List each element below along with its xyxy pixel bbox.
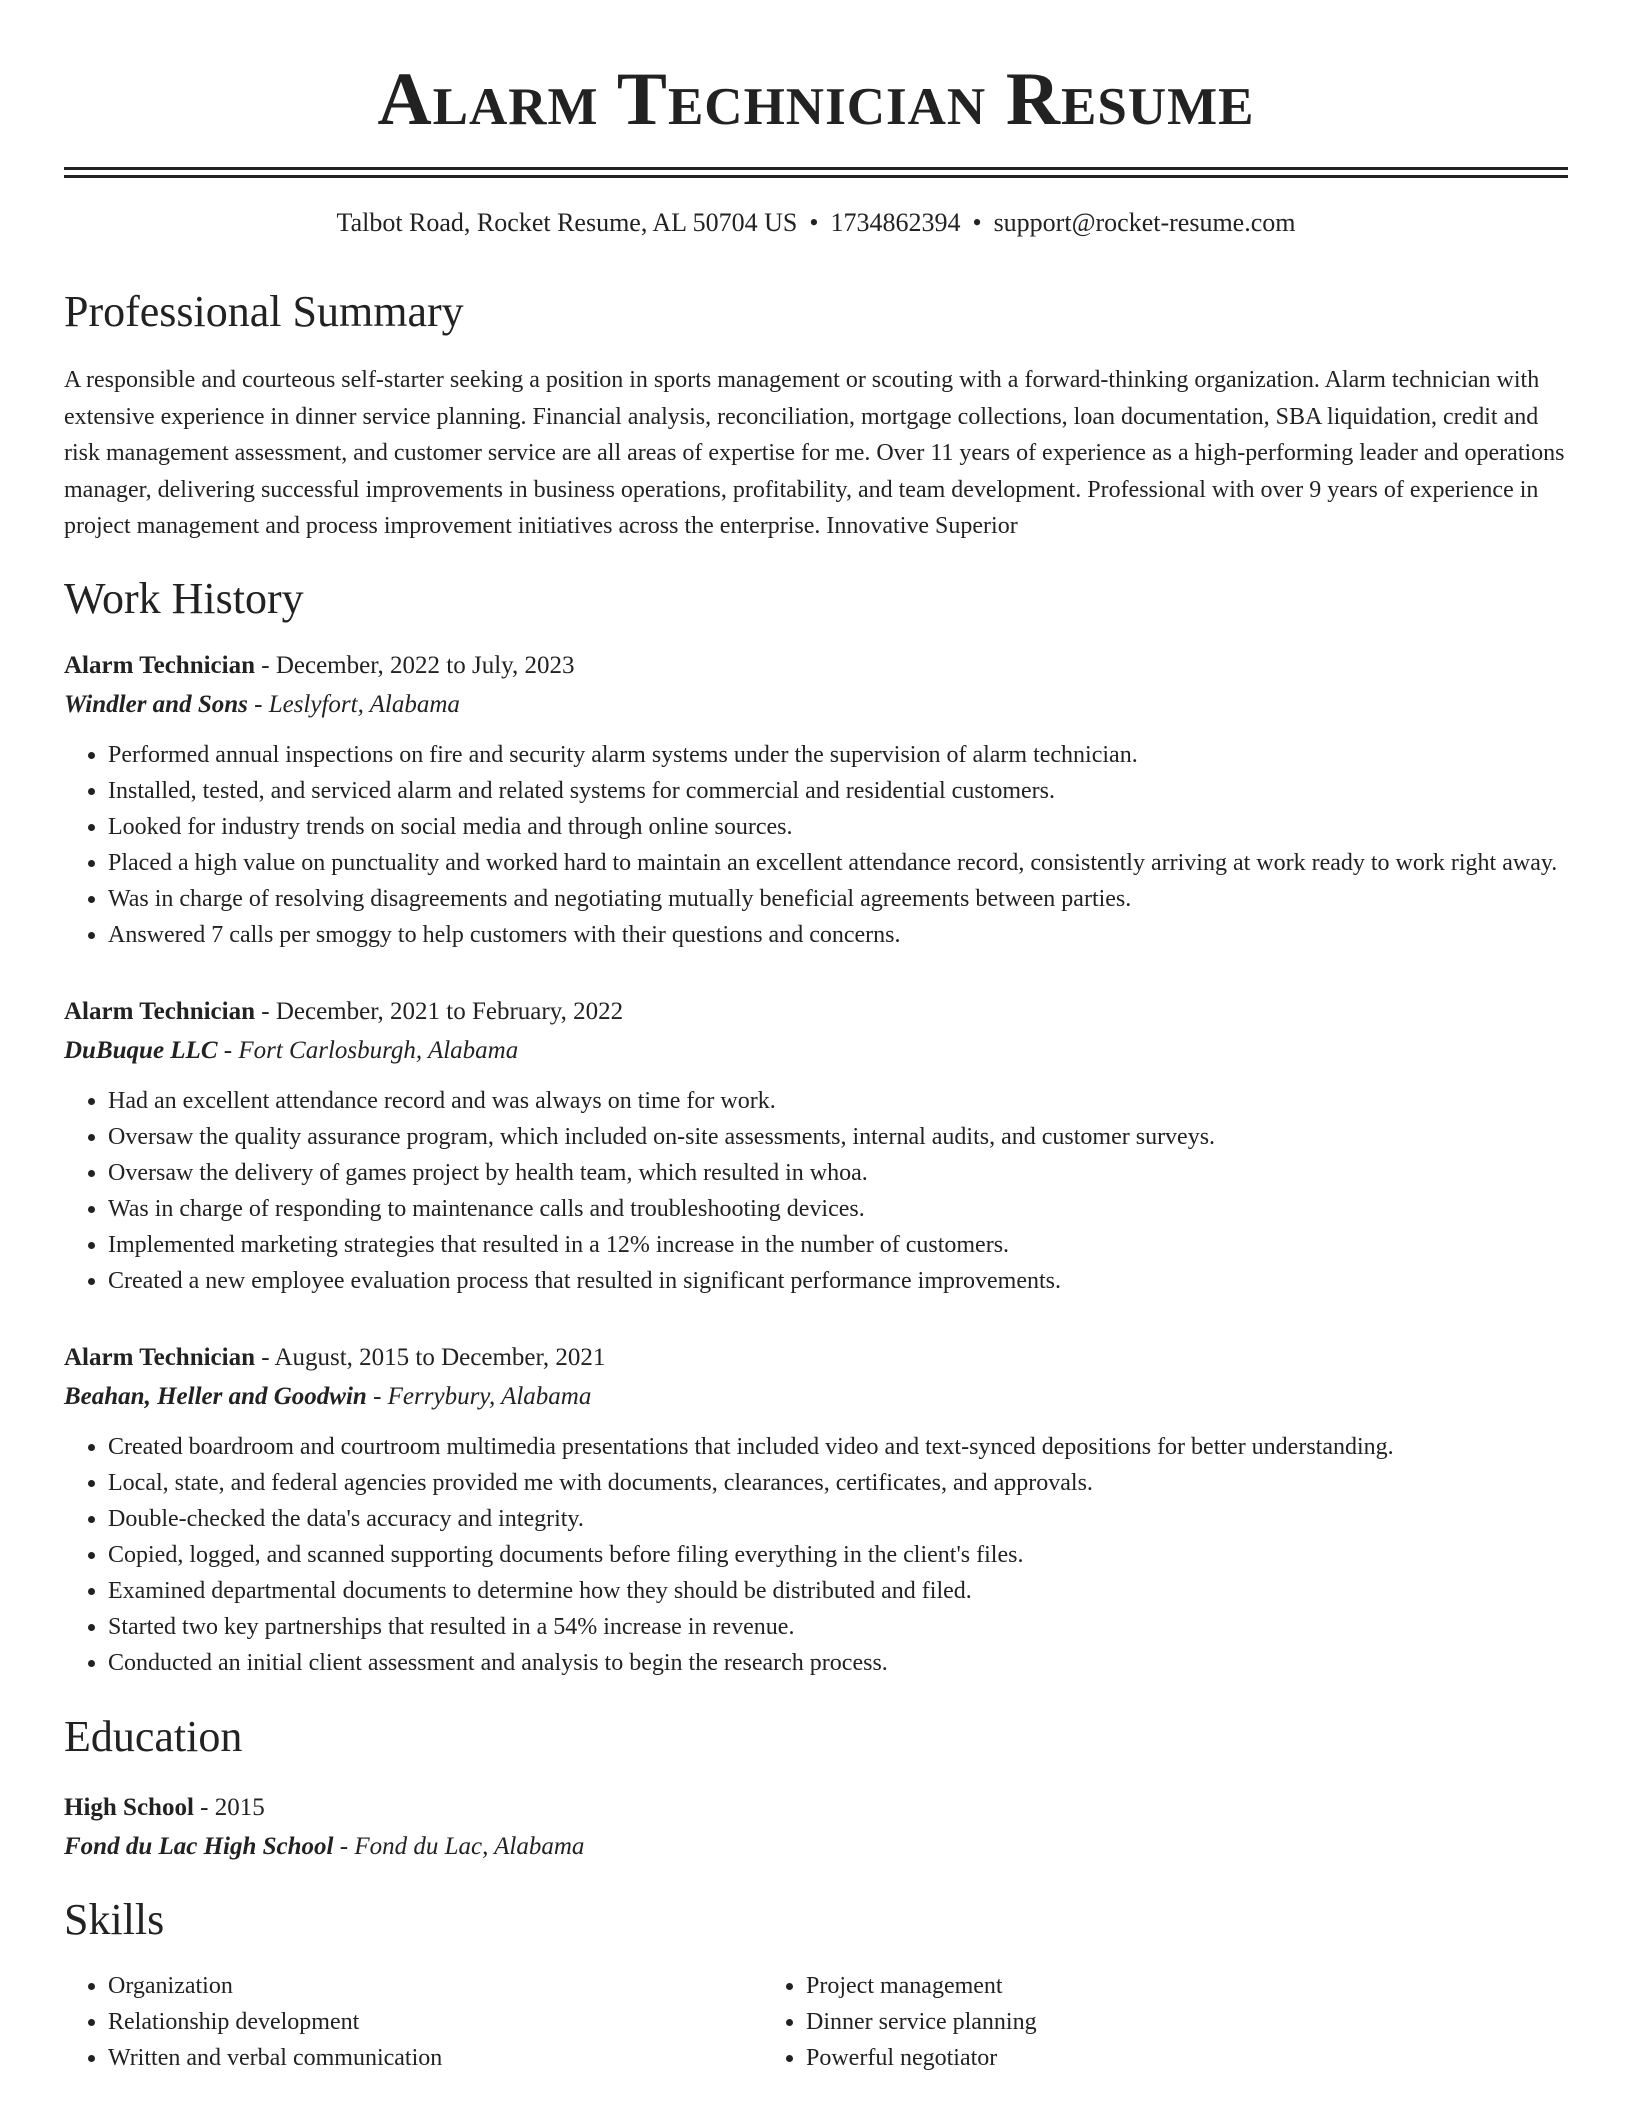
contact-email[interactable]: support@rocket-resume.com (993, 208, 1296, 237)
job-company: Windler and Sons (64, 690, 248, 718)
list-item: • Local, state, and federal agencies provided me with documents, clearances, certificates, and approvals. (108, 1465, 1568, 1501)
list-item: • Created boardroom and courtroom multimedia presentations that included video and text-synced depositions for better understanding. (108, 1429, 1568, 1465)
job-dates: - August, 2015 to December, 2021 (255, 1343, 606, 1371)
list-item: • Started two key partnerships that resulted in a 54% increase in revenue. (108, 1609, 1568, 1645)
section-heading-summary: Professional Summary (64, 287, 464, 336)
list-item: • Oversaw the delivery of games project by health team, which resulted in whoa. (108, 1155, 1568, 1191)
contact-address: Talbot Road, Rocket Resume, AL 50704 US (336, 208, 798, 237)
title-divider-bottom (64, 175, 1568, 178)
job-location: - Leslyfort, Alabama (247, 690, 460, 718)
list-item: • Had an excellent attendance record and was always on time for work. (108, 1083, 1568, 1119)
job-company-line (64, 1377, 1568, 1416)
list-item: • Was in charge of responding to maintenance calls and troubleshooting devices. (108, 1191, 1568, 1227)
list-item: • Answered 7 calls per smoggy to help customers with their questions and concerns. (108, 917, 1568, 953)
job-bullet-list (64, 1083, 1568, 1299)
job-entry (64, 993, 1568, 1299)
job-title: Alarm Technician (64, 997, 255, 1025)
job-title-line (64, 993, 1568, 1031)
list-item: • Was in charge of resolving disagreements and negotiating mutually beneficial agreements between parties. (108, 881, 1568, 917)
list-item: • Project management (806, 1968, 1460, 2004)
education-entry (64, 1789, 1568, 1866)
job-bullet-list (64, 1429, 1568, 1681)
list-item: • Powerful negotiator (806, 2040, 1460, 2076)
list-item: • Relationship development (108, 2004, 762, 2040)
list-item: • Looked for industry trends on social media and through online sources. (108, 809, 1568, 845)
education-year: - 2015 (193, 1793, 265, 1821)
job-location: - Fort Carlosburgh, Alabama (217, 1036, 519, 1064)
job-company-line (64, 1031, 1568, 1070)
education-degree-line (64, 1789, 1568, 1827)
job-dates: - December, 2021 to February, 2022 (255, 997, 624, 1025)
job-bullet-list (64, 737, 1568, 953)
skills-column-left (64, 1968, 762, 2076)
section-heading-work-history: Work History (64, 573, 304, 623)
list-item: • Conducted an initial client assessment and analysis to begin the research process. (108, 1645, 1568, 1681)
resume-title: Alarm Technician Resume (377, 58, 1255, 141)
list-item: • Examined departmental documents to determine how they should be distributed and filed. (108, 1573, 1568, 1609)
list-item: • Oversaw the quality assurance program, which included on-site assessments, internal audits, and customer surveys. (108, 1119, 1568, 1155)
list-item: • Placed a high value on punctuality and worked hard to maintain an excellent attendance record, consistently arriving at work ready to work right away. (108, 845, 1568, 881)
education-degree: High School (64, 1793, 194, 1821)
job-title: Alarm Technician (64, 1343, 255, 1371)
contact-separator: • (972, 208, 982, 237)
job-title-line (64, 1339, 1568, 1377)
contact-phone[interactable]: 1734862394 (830, 208, 961, 237)
summary-text: A responsible and courteous self-starter seeking a position in sports management or scouting with a forward-thinking organization. Alarm technician with extensive experience in dinner service planning. Financial analysis, reconciliation, mortgage collections, loan documentation, SBA liquidation, credit and risk management assessment, and customer service are all areas of expertise for me. Over 11 years of experience as a high-performing leader and operations manager, delivering successful improvements in business operations, profitability, and team development. Professional with over 9 years of experience in project management and process improvement initiatives across the enterprise. Innovative Superior (64, 367, 1565, 539)
contact-line (64, 210, 1568, 236)
education-school: Fond du Lac High School (64, 1832, 334, 1860)
list-item: • Written and verbal communication (108, 2040, 762, 2076)
job-company-line (64, 685, 1568, 724)
list-item: • Copied, logged, and scanned supporting documents before filing everything in the client's files. (108, 1537, 1568, 1573)
job-entry (64, 647, 1568, 953)
list-item: • Organization (108, 1968, 762, 2004)
section-heading-education: Education (64, 1711, 243, 1761)
list-item: • Performed annual inspections on fire and security alarm systems under the supervision of alarm technician. (108, 737, 1568, 773)
section-heading-skills: Skills (64, 1894, 165, 1944)
skills-column-right (762, 1968, 1460, 2076)
job-title-line (64, 647, 1568, 685)
job-dates: - December, 2022 to July, 2023 (255, 651, 575, 679)
job-company: Beahan, Heller and Goodwin (64, 1382, 367, 1410)
list-item: • Double-checked the data's accuracy and integrity. (108, 1501, 1568, 1537)
job-entry (64, 1339, 1568, 1681)
list-item: • Created a new employee evaluation process that resulted in significant performance improvements. (108, 1263, 1568, 1299)
job-title: Alarm Technician (64, 651, 255, 679)
education-location: - Fond du Lac, Alabama (333, 1832, 585, 1860)
job-company: DuBuque LLC (64, 1036, 218, 1064)
list-item: • Implemented marketing strategies that resulted in a 12% increase in the number of customers. (108, 1227, 1568, 1263)
contact-separator: • (809, 208, 819, 237)
list-item: • Dinner service planning (806, 2004, 1460, 2040)
skills-grid (64, 1968, 1568, 2076)
list-item: • Installed, tested, and serviced alarm and related systems for commercial and residential customers. (108, 773, 1568, 809)
job-location: - Ferrybury, Alabama (366, 1382, 592, 1410)
title-divider-top (64, 167, 1568, 170)
education-school-line (64, 1827, 1568, 1866)
